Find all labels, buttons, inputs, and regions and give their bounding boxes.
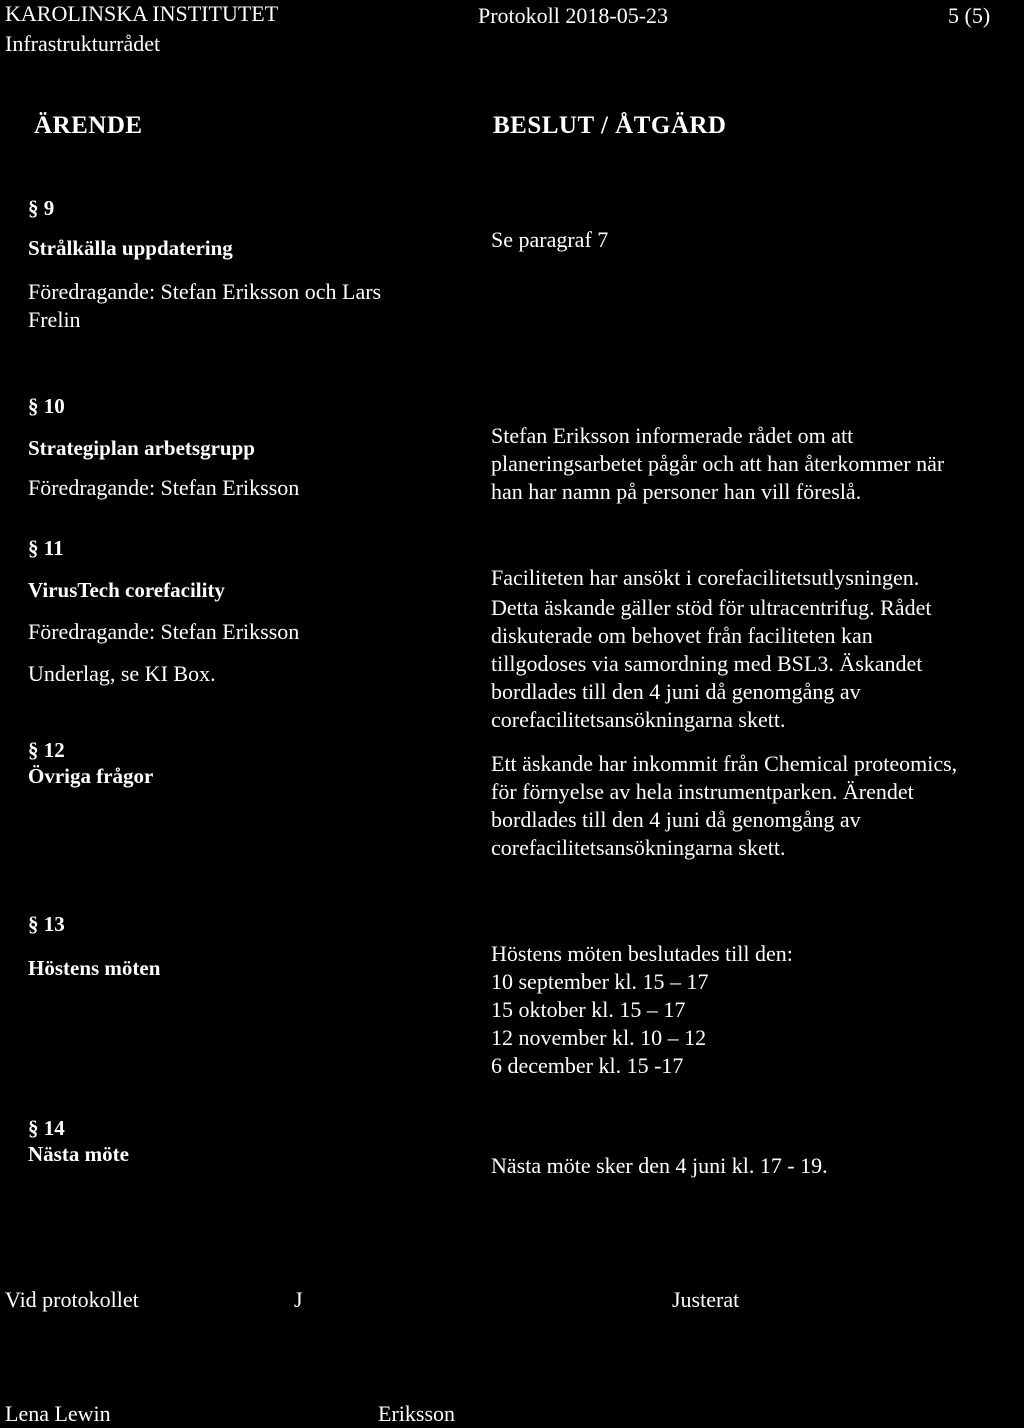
meeting-date: 15 oktober kl. 15 – 17 (491, 997, 686, 1022)
meeting-date: 6 december kl. 15 -17 (491, 1053, 684, 1078)
vid-protokollet-label: Vid protokollet (5, 1287, 139, 1312)
decision-text: Se paragraf 7 (491, 227, 609, 252)
meeting-date: 10 september kl. 15 – 17 (491, 969, 709, 994)
section-number: § 14 (28, 1116, 65, 1140)
reference-line: Underlag, se KI Box. (28, 661, 216, 686)
justerat-label: Justerat (672, 1287, 740, 1312)
decision-text: Nästa möte sker den 4 juni kl. 17 - 19. (491, 1153, 828, 1178)
decision-text: bordlades till den 4 juni då genomgång av (491, 807, 861, 832)
decision-text: tillgodoses via samordning med BSL3. Äskandet (491, 651, 923, 676)
section-number: § 12 (28, 738, 65, 762)
section-number: § 10 (28, 394, 65, 418)
signatory-left: Lena Lewin (5, 1401, 111, 1426)
department: Infrastrukturrådet (5, 31, 161, 56)
column-heading-beslut: BESLUT / ÅTGÄRD (493, 112, 727, 139)
section-number: § 9 (28, 196, 55, 220)
decision-text: han har namn på personer han vill föreslå. (491, 479, 862, 504)
section-title: Strategiplan arbetsgrupp (28, 436, 255, 460)
section-title: VirusTech corefacility (28, 578, 225, 602)
org-name: KAROLINSKA INSTITUTET (5, 1, 279, 26)
section-number: § 11 (28, 536, 64, 560)
column-heading-arende: ÄRENDE (34, 112, 143, 139)
decision-text: diskuterade om behovet från faciliteten kan (491, 623, 873, 648)
section-number: § 13 (28, 912, 65, 936)
section-title: Nästa möte (28, 1142, 129, 1166)
decision-text: Stefan Eriksson informerade rådet om att (491, 423, 854, 448)
decision-text: bordlades till den 4 juni då genomgång av (491, 679, 861, 704)
protocol-date: Protokoll 2018-05-23 (478, 3, 669, 28)
presenter-line: Föredragande: Stefan Eriksson (28, 619, 300, 644)
section-title: Övriga frågor (28, 764, 154, 788)
decision-text: Detta äskande gäller stöd för ultracentrifug. Rådet (491, 595, 932, 620)
decision-text: corefacilitetsansökningarna skett. (491, 835, 786, 860)
decision-text: corefacilitetsansökningarna skett. (491, 707, 786, 732)
presenter-line: Föredragande: Stefan Eriksson (28, 475, 300, 500)
signatory-right: Eriksson (378, 1401, 455, 1426)
decision-text: Ett äskande har inkommit från Chemical proteomics, (491, 751, 958, 776)
section-title: Strålkälla uppdatering (28, 236, 233, 260)
page-number: 5 (5) (948, 3, 991, 28)
presenter-line: Frelin (28, 307, 81, 332)
presenter-line: Föredragande: Stefan Eriksson och Lars (28, 279, 382, 304)
decision-text: planeringsarbetet pågår och att han återkommer när (491, 451, 945, 476)
initial-mark: J (294, 1287, 303, 1312)
decision-text: för förnyelse av hela instrumentparken. Ärendet (491, 779, 914, 804)
section-title: Höstens möten (28, 956, 161, 980)
decision-text: Höstens möten beslutades till den: (491, 941, 793, 966)
meeting-date: 12 november kl. 10 – 12 (491, 1025, 707, 1050)
decision-text: Faciliteten har ansökt i corefacilitetsutlysningen. (491, 565, 920, 590)
